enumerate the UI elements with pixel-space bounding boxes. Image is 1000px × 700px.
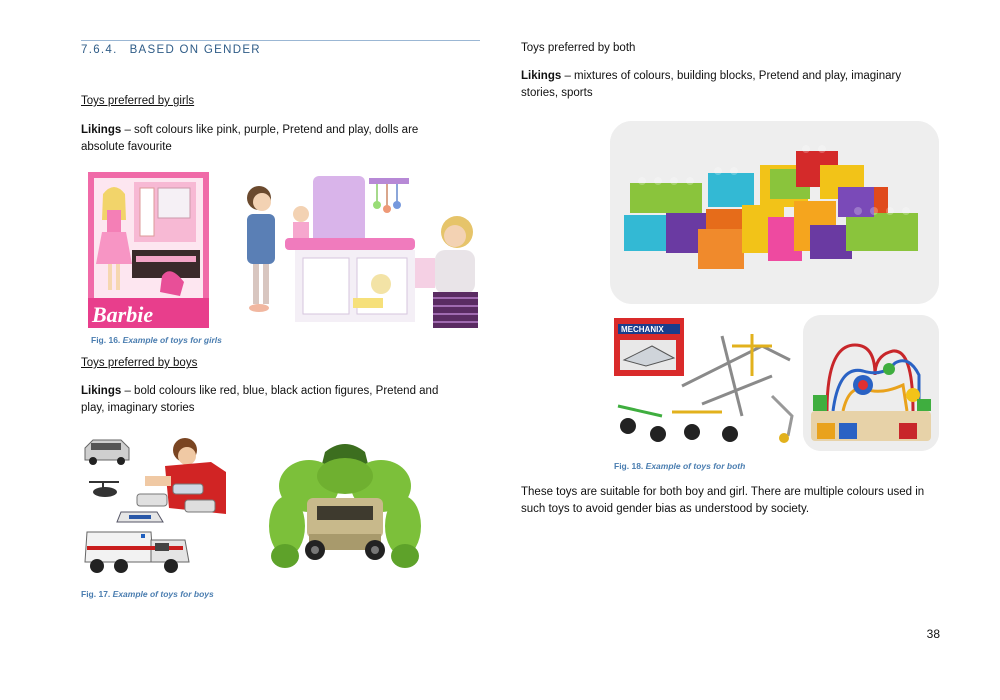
page-number: 38: [926, 627, 940, 641]
girls-likings: [81, 122, 461, 156]
girls-likings-label: Likings: [81, 124, 122, 136]
svg-text:Barbie: Barbie: [92, 302, 154, 327]
both-likings-label: Likings: [521, 70, 562, 82]
girls-heading: Toys preferred by girls: [81, 95, 195, 107]
fig16-text: Example of toys for girls: [122, 335, 222, 345]
girls-likings-text: – soft colours like pink, purple, Pretend and play, dolls are absolute favourite: [81, 124, 419, 153]
building-blocks-image: [610, 121, 939, 304]
section-number: 7.6.4.: [81, 44, 118, 56]
kitchen-playset-image: [245, 172, 478, 328]
both-likings-text: – mixtures of colours, building blocks, Pretend and play, imaginary stories, sports: [521, 70, 902, 99]
section-heading: [81, 44, 261, 56]
barbie-toy-image: [88, 172, 209, 328]
fig16-caption: [91, 335, 222, 345]
fig18-text: Example of toys for both: [645, 461, 746, 471]
both-likings: [521, 68, 926, 102]
fig17-number: Fig. 17.: [81, 589, 113, 599]
boys-likings: [81, 383, 461, 417]
section-rule: [81, 40, 480, 41]
boys-likings-text: – bold colours like red, blue, black action figures, Pretend and play, imaginary stories: [81, 385, 439, 414]
vehicle-toys-image: [81, 432, 226, 579]
svg-text:MECHANIX: MECHANIX: [621, 325, 664, 334]
fig18-caption: [614, 461, 745, 471]
boys-likings-label: Likings: [81, 385, 122, 397]
mechanix-toy-image: [612, 316, 798, 452]
fig16-number: Fig. 16.: [91, 335, 123, 345]
boys-heading: Toys preferred by boys: [81, 357, 198, 369]
fig18-number: Fig. 18.: [614, 461, 646, 471]
fig17-caption: [81, 589, 214, 599]
section-title: BASED ON GENDER: [129, 44, 261, 56]
both-closing-paragraph: These toys are suitable for both boy and girl. There are multiple colours used in such toys to avoid gender bias as understood by society.: [521, 486, 925, 515]
hulk-toy-image: [265, 432, 425, 584]
bead-maze-image: [803, 315, 939, 451]
both-heading: Toys preferred by both: [521, 42, 636, 54]
fig17-text: Example of toys for boys: [112, 589, 214, 599]
